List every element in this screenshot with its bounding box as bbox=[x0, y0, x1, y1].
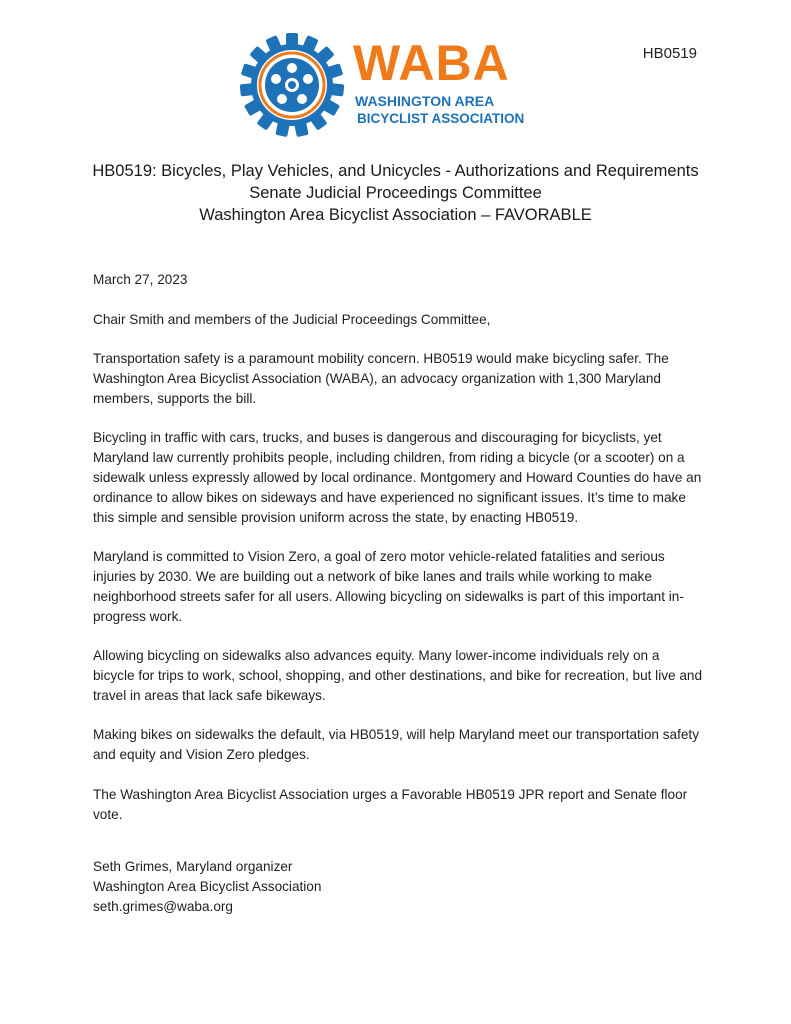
logo-org-line-1: WASHINGTON AREA bbox=[355, 93, 495, 109]
paragraph: The Washington Area Bicyclist Association urges a Favorable HB0519 JPR report and Senate floor vote. bbox=[93, 786, 688, 822]
title-line-3: Washington Area Bicyclist Association – FAVORABLE bbox=[199, 206, 592, 224]
logo-org-line-2: BICYCLIST ASSOCIATION bbox=[357, 111, 525, 126]
logo-wordmark: WABA bbox=[353, 35, 510, 91]
title-line-1: HB0519: Bicycles, Play Vehicles, and Unicycles - Authorizations and Requirements bbox=[92, 162, 699, 180]
paragraph: Making bikes on sidewalks the default, via HB0519, will help Maryland meet our transportation safety and equity and Vision Zero pledges. bbox=[93, 727, 699, 763]
letter-body bbox=[93, 270, 703, 844]
waba-logo bbox=[240, 33, 530, 138]
bill-number: HB0519 bbox=[642, 45, 697, 62]
signature-organization: Washington Area Bicyclist Association bbox=[93, 878, 322, 894]
letter-salutation: Chair Smith and members of the Judicial Proceedings Committee, bbox=[93, 311, 491, 327]
paragraph: Maryland is committed to Vision Zero, a goal of zero motor vehicle-related fatalities and serious injuries by 2030. We are building out a network of bike lanes and trails while working to make neighborhood streets safer for all users. Allowing bicycling on sidewalks is part of this important in-progress work. bbox=[93, 549, 684, 624]
paragraph: Bicycling in traffic with cars, trucks, and buses is dangerous and discouraging for bicyclists, yet Maryland law currently prohibits people, including children, from riding a bicycle (or a scooter) on a sidewalk unless expressly allowed by local ordinance. Montgomery and Howard Counties do have an ordinance to allow bikes on sideways and have experienced no significant issues. It’s time to make this simple and sensible provision uniform across the state, by enacting HB0519. bbox=[93, 430, 702, 525]
signature-name: Seth Grimes, Maryland organizer bbox=[93, 859, 293, 874]
signature-block bbox=[93, 857, 321, 916]
letter-date: March 27, 2023 bbox=[93, 272, 188, 287]
paragraph: Allowing bicycling on sidewalks also advances equity. Many lower-income individuals rely on a bicycle for trips to work, school, shopping, and other destinations, and bike for recreation, but live and travel in areas that lack safe bikeways. bbox=[93, 648, 703, 703]
title-line-2: Senate Judicial Proceedings Committee bbox=[249, 184, 542, 202]
document-title bbox=[60, 160, 731, 226]
paragraph: Transportation safety is a paramount mobility concern. HB0519 would make bicycling safer. The Washington Area Bicyclist Association (WABA), an advocacy organization with 1,300 Maryland members, supports the bill. bbox=[93, 351, 669, 406]
gear-icon bbox=[240, 33, 344, 137]
signature-email: seth.grimes@waba.org bbox=[93, 898, 233, 914]
